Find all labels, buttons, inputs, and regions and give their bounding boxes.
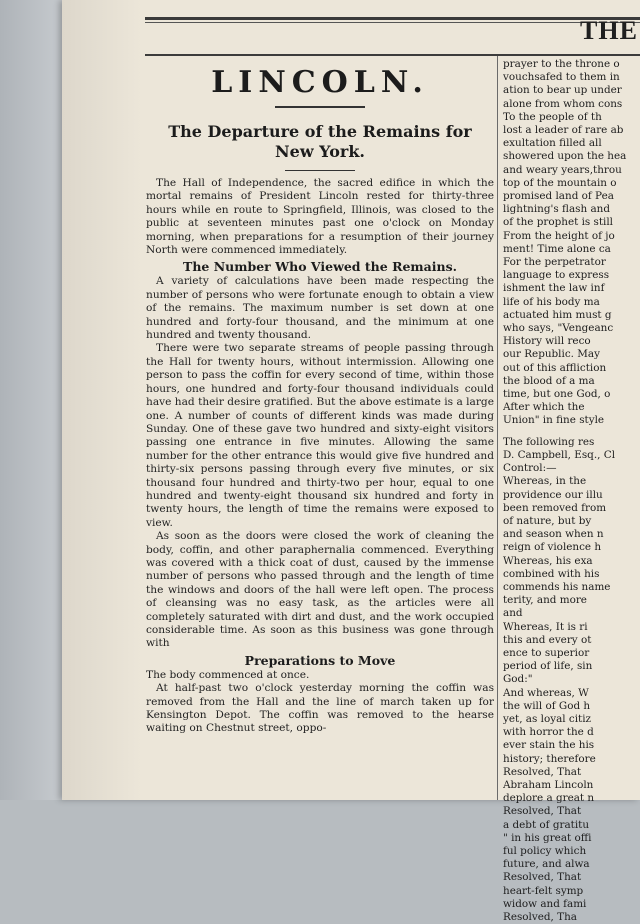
column-text-line: ation to bear up under [503,84,622,97]
top-rule-thin [145,22,640,23]
column-text-line: ishment the law inf [503,282,605,295]
column-top-rule [145,54,640,56]
column-divider [497,56,498,800]
headline-ornament-rule [275,106,365,108]
column-text-line: Resolved, That [503,871,582,884]
subhead-line-2: New York. [275,142,365,161]
column-text-line: actuated him must g [503,308,612,321]
paragraph-calculations: A variety of calculations have been made respecting the number of persons who were fortunate enough to obtain a view of the remains. The maximum number is set down at one hundred and forty-four thousand, and the minimum at one hundred and twenty thousand. [146,275,494,342]
column-text-line: Union" in fine style [503,414,605,427]
column-text-line: showered upon the hea [503,150,627,163]
column-text-line: Control:— [503,462,557,475]
column-text-line: history; therefore [503,752,596,765]
column-text-line: period of life, sin [503,660,593,673]
column-text-line: Resolved, That [503,765,582,778]
column-text-line: life of his body ma [503,295,600,308]
column-text-line: Resolved, That [503,805,582,818]
column-text-line: The following res [503,435,595,448]
column-text-line: out of this affliction [503,361,607,374]
column-text-line: and season when n [503,528,604,541]
article-column [146,58,494,736]
section-heading-preparations: Preparations to Move [244,652,396,668]
column-text-line: Resolved, Tha [503,911,577,923]
column-text-line: prayer to the throne o [503,58,620,70]
column-text-line: ment! Time alone ca [503,242,611,255]
masthead-title: THE [580,16,638,45]
column-text-line: commends his name [503,580,611,593]
column-text-line: our Republic. May [503,348,600,361]
column-text-line: History will reco [503,335,591,348]
column-text-line: the blood of a ma [503,374,595,387]
column-text-line: top of the mountain o [503,176,617,189]
column-text-line: and [503,607,523,620]
column-text-line: who says, "Vengeanc [503,322,614,335]
column-text-line: deplore a great n [503,792,595,805]
column-text-line: From the height of jo [503,229,615,242]
column-text-line: widow and fami [503,897,587,910]
column-text-line: Whereas, his exa [503,554,593,567]
column-text-line: yet, as loyal citiz [503,712,592,725]
column-text-line: To the people of th [503,110,602,123]
column-text-line: of nature, but by [503,514,592,527]
column-text-line: ful policy which [503,844,587,857]
background-surface [0,0,70,800]
paragraph-body-commenced: The body commenced at once. [146,668,310,681]
column-text-line: been removed from [503,501,607,514]
column-text-line: ever stain the his [503,739,595,752]
column-text-line: God:" [503,673,533,686]
column-text-line: a debt of gratitu [503,818,590,831]
column-text-line: lightning's flash and [503,203,611,216]
column-text-line: terity, and more [503,594,587,607]
column-text-line: language to express [503,269,610,282]
column-text-line: " in his great offi [503,831,592,844]
section-heading-viewers: The Number Who Viewed the Remains. [183,259,457,275]
column-text-line [503,428,640,436]
column-text-line: vouchsafed to them in [503,71,620,84]
column-text-line: alone from whom cons [503,97,623,110]
paragraph-coffin-removed: At half-past two o'clock yesterday morning the coffin was removed from the Hall and the line of march taken up for Kensington Depot. The coffin was removed to the hearse waiting on Chestnut street, oppo- [146,682,494,735]
subhead-ornament-rule [285,170,355,171]
intro-paragraph: The Hall of Independence, the sacred edifice in which the mortal remains of President Lincoln rested for thirty-three hours while en route to Springfield, Illinois, was closed to the public at seventeen minutes past one o'clock on Monday morning, when preparations for a resumption of their journey North were commenced immediately. [146,177,494,257]
paragraph-cleaning: As soon as the doors were closed the work of cleaning the body, coffin, and other paraphernalia commenced. Everything was covered with a thick coat of dust, caused by the immense number of persons who passed through and the length of time the windows and doors of the hall were left open. The process of cleansing was no easy task, as the articles were all completely saturated with dirt and dust, and the work occupied considerable time. As soon as this business was gone through with [146,530,494,650]
column-text-line: of the prophet is still [503,216,614,229]
column-text-line: and weary years,throu [503,163,622,176]
column-text-line: with horror the d [503,726,594,739]
adjacent-column-text [503,58,640,924]
column-text-line: lost a leader of rare ab [503,124,624,137]
column-text-line: combined with his [503,567,600,580]
column-text-line: this and every ot [503,633,592,646]
page-margin [62,0,142,800]
column-text-line: ence to superior [503,646,590,659]
column-text-line: After which the [503,401,585,414]
column-text-line: Whereas, in the [503,475,587,488]
column-text-line: heart-felt symp [503,884,584,897]
column-text-line: reign of violence h [503,541,602,554]
paragraph-streams: There were two separate streams of people passing through the Hall for twenty hours, without intermission. Allowing one person to pass the coffin for every second of time, within those hours, one hundred and forty-four thousand individuals could have had their desire gratified. But the above estimate is a large one. A number of counts of different kinds was made during Sunday. One of these gave two hundred and sixty-eight visitors passing one entrance in five minutes. Allowing the same number for the other entrance this would give five hundred and thirty-six persons passing through every five minutes, or six thousand four hundred and thirty-two per hour, equal to one hundred and twenty-eight thousand six hundred and forty in twenty hours, the length of time the remains were exposed to view. [146,342,494,529]
top-rule [145,17,640,20]
column-text-line: Whereas, It is ri [503,620,588,633]
column-text-line: promised land of Pea [503,190,614,203]
column-text-line: providence our illu [503,488,603,501]
column-text-line: For the perpetrator [503,256,606,269]
article-subhead [150,122,490,162]
column-text-line: exultation filled all [503,137,602,150]
column-text-line: D. Campbell, Esq., Cl [503,448,616,461]
column-text-line: future, and alwa [503,858,590,871]
article-headline: LINCOLN. [211,65,429,100]
column-text-line: And whereas, W [503,686,589,699]
subhead-line-1: The Departure of the Remains for [168,122,472,141]
column-text-line: the will of God h [503,699,591,712]
column-text-line: Abraham Lincoln [503,778,594,791]
column-text-line: time, but one God, o [503,388,611,401]
